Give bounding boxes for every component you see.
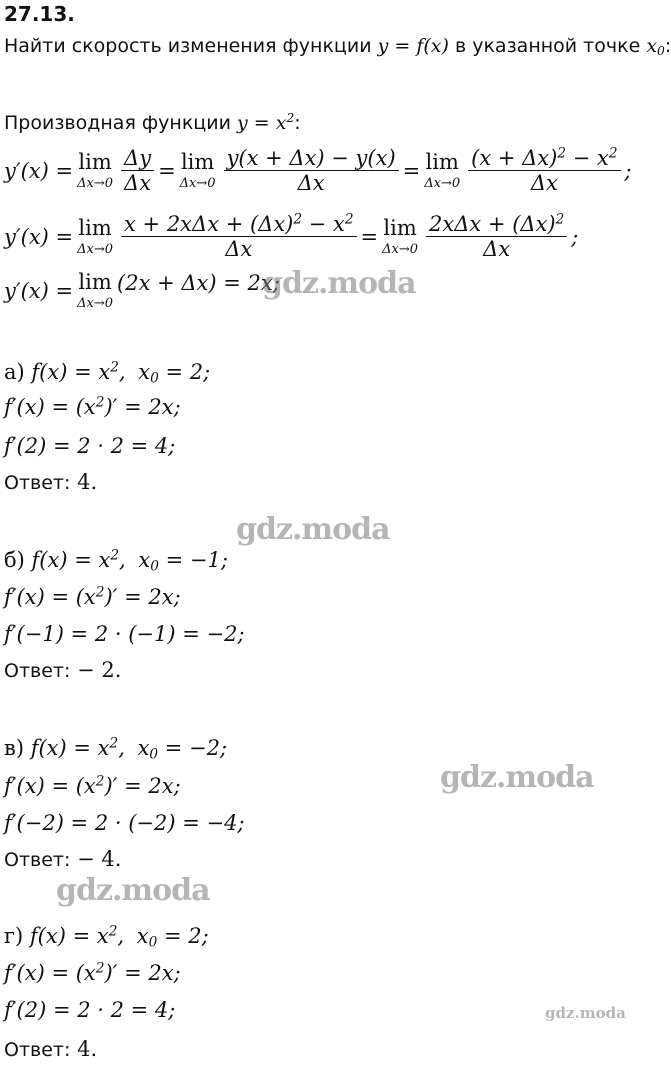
lim-word: lim [78,270,112,294]
frac-den: Δx [483,237,511,262]
lim-sub: Δx→0 [382,242,419,258]
semicolon: ; [571,224,579,249]
lim-sub: Δx→0 [77,176,114,192]
derivative-intro-text: Производная функции [4,112,231,134]
watermark-logo: gdz.moda [56,873,210,908]
lim-sub: Δx→0 [424,176,461,192]
lim-sub: Δx→0 [77,296,114,311]
frac-den: Δx [124,171,152,196]
lim-sub: Δx→0 [77,242,114,258]
fraction-dy-dx [121,146,154,195]
lim-word: lim [425,150,459,175]
eq-sign: = [402,158,421,183]
fraction-expanded [121,212,357,261]
part-a-derivative: $f'(x) = (x^2)' = 2x$; [4,394,181,419]
derivative-line-2 [4,212,578,261]
derivative-colon: : [294,112,301,134]
part-c-answer: Ответ: − 4. [4,847,122,871]
part-c-condition: в) $f(x) = x^2$, $x_0 = -2$; [4,735,228,763]
task-end: : [664,35,671,57]
frac-num: $x + 2x\Delta x + (\Delta x)^2 - x^2$ [124,211,354,236]
derivative-intro [4,111,301,134]
lim-word: lim [180,150,215,175]
line1-lhs: y′(x) = [4,158,74,183]
fraction-simplified [426,212,567,261]
lim-word: lim [78,216,112,241]
frac-den: Δx [225,237,253,262]
part-b-condition: б) $f(x) = x^2$, $x_0 = -1$; [4,547,228,575]
part-d-derivative: $f'(x) = (x^2)' = 2x$; [4,960,181,985]
fraction-square [468,146,620,195]
task-mid: в указанной точке [454,35,641,57]
line2-lhs: y′(x) = [4,224,74,249]
frac-num: $2x\Delta x + (\Delta x)^2$ [429,211,565,236]
task-point: x [646,35,658,57]
part-d-condition: г) $f(x) = x^2$, $x_0 = 2$; [4,923,209,951]
semicolon: ; [624,158,632,183]
derivative-fn: y = x [236,112,287,134]
lim-word: lim [78,150,112,175]
part-d-value: f′(2) = 2 · 2 = 4; [4,998,176,1022]
derivative-line-3 [4,270,280,311]
frac-num: Δy [124,146,152,170]
line3-rhs: (2x + Δx) = 2x; [117,270,280,295]
part-c-value: f′(−2) = 2 · (−2) = −4; [4,811,245,835]
part-b-derivative: $f'(x) = (x^2)' = 2x$; [4,584,181,609]
lim-word: lim [383,216,417,241]
frac-num: y(x + Δx) − y(x) [226,146,396,170]
watermark-logo: gdz.moda [440,760,594,795]
frac-den: Δx [297,171,325,196]
task-statement [4,35,671,59]
part-a-answer: Ответ: 4. [4,470,98,494]
watermark-logo: gdz.moda [262,266,416,301]
eq-sign: = [360,224,379,249]
fraction-increment [224,146,399,195]
watermark-logo: gdz.moda [545,1004,626,1022]
eq-sign: = [158,158,176,183]
part-label: г) [4,924,24,948]
part-label: в) [4,736,25,760]
task-func: y = f(x) [377,35,449,57]
part-label: а) [4,360,25,384]
part-a-condition: а) $f(x) = x^2$, $x_0 = 2$; [4,359,211,387]
lim-sub: Δx→0 [179,176,216,192]
frac-num: $(x + \Delta x)^2 - x^2$ [471,145,618,170]
task-point-sub: 0 [657,44,665,59]
watermark-logo: gdz.moda [236,512,390,547]
derivative-line-1 [4,146,632,195]
part-d-answer: Ответ: 4. [4,1037,98,1061]
task-text: Найти скорость изменения функции [4,35,372,57]
part-c-derivative: $f'(x) = (x^2)' = 2x$; [4,773,181,798]
part-a-value: f′(2) = 2 · 2 = 4; [4,434,176,458]
line3-lhs: y′(x) = [4,278,74,303]
frac-den: Δx [530,171,558,196]
part-b-answer: Ответ: − 2. [4,658,122,682]
part-b-value: f′(−1) = 2 · (−1) = −2; [4,622,245,646]
derivative-fn-exp: 2 [286,111,295,126]
problem-number: 27.13. [4,2,75,26]
part-label: б) [4,548,25,572]
